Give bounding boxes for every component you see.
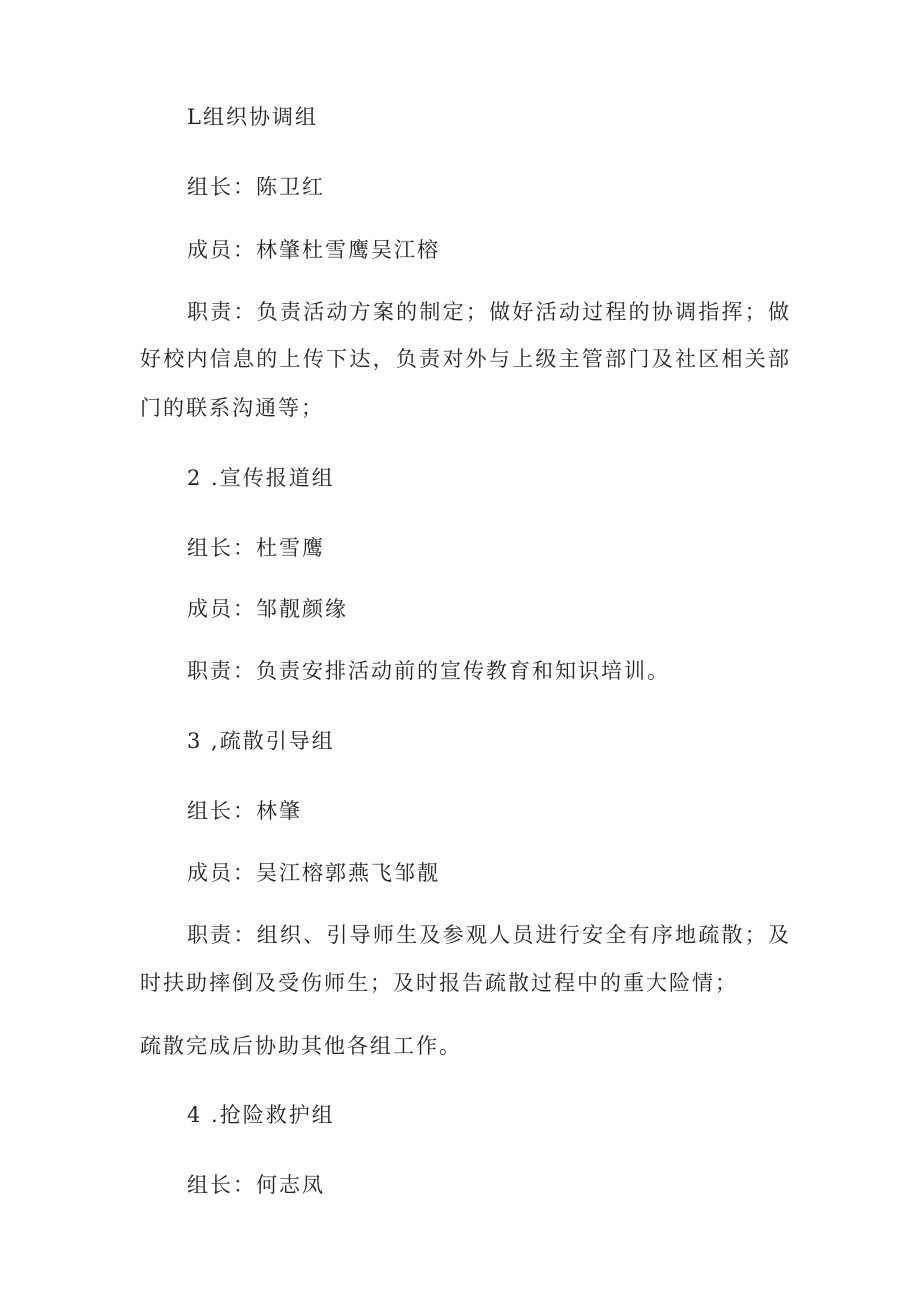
section-heading-1: L组织协调组 bbox=[187, 105, 318, 129]
section-3-duties-line-3: 疏散完成后协助其他各组工作。 bbox=[140, 1034, 462, 1058]
section-1-duties-line-1: 职责：负责活动方案的制定；做好活动过程的协调指挥；做 bbox=[187, 300, 789, 324]
section-3-members: 成员：吴江榕郭燕飞邹靓 bbox=[187, 861, 440, 885]
section-2-members: 成员：邹靓颜缘 bbox=[187, 597, 348, 621]
section-1-members: 成员：林肇杜雪鹰吴江榕 bbox=[187, 238, 440, 262]
section-1-leader: 组长：陈卫红 bbox=[187, 175, 325, 199]
section-1-duties-line-2: 好校内信息的上传下达，负责对外与上级主管部门及社区相关部 bbox=[140, 347, 789, 371]
section-heading-3: 3 ,疏散引导组 bbox=[187, 729, 335, 753]
section-3-duties-line-2: 时扶助摔倒及受伤师生；及时报告疏散过程中的重大险情； bbox=[140, 971, 738, 995]
section-heading-4: 4 .抢险救护组 bbox=[187, 1103, 335, 1127]
section-3-leader: 组长：林肇 bbox=[187, 799, 302, 823]
section-3-duties-line-1: 职责：组织、引导师生及参观人员进行安全有序地疏散；及 bbox=[187, 923, 789, 947]
section-2-leader: 组长：杜雪鹰 bbox=[187, 536, 325, 560]
section-heading-2: 2 .宣传报道组 bbox=[187, 466, 335, 490]
section-2-duties-line-1: 职责：负责安排活动前的宣传教育和知识培训。 bbox=[187, 659, 670, 683]
section-1-duties-line-3: 门的联系沟通等； bbox=[140, 396, 324, 420]
section-4-leader: 组长：何志凤 bbox=[187, 1173, 325, 1197]
